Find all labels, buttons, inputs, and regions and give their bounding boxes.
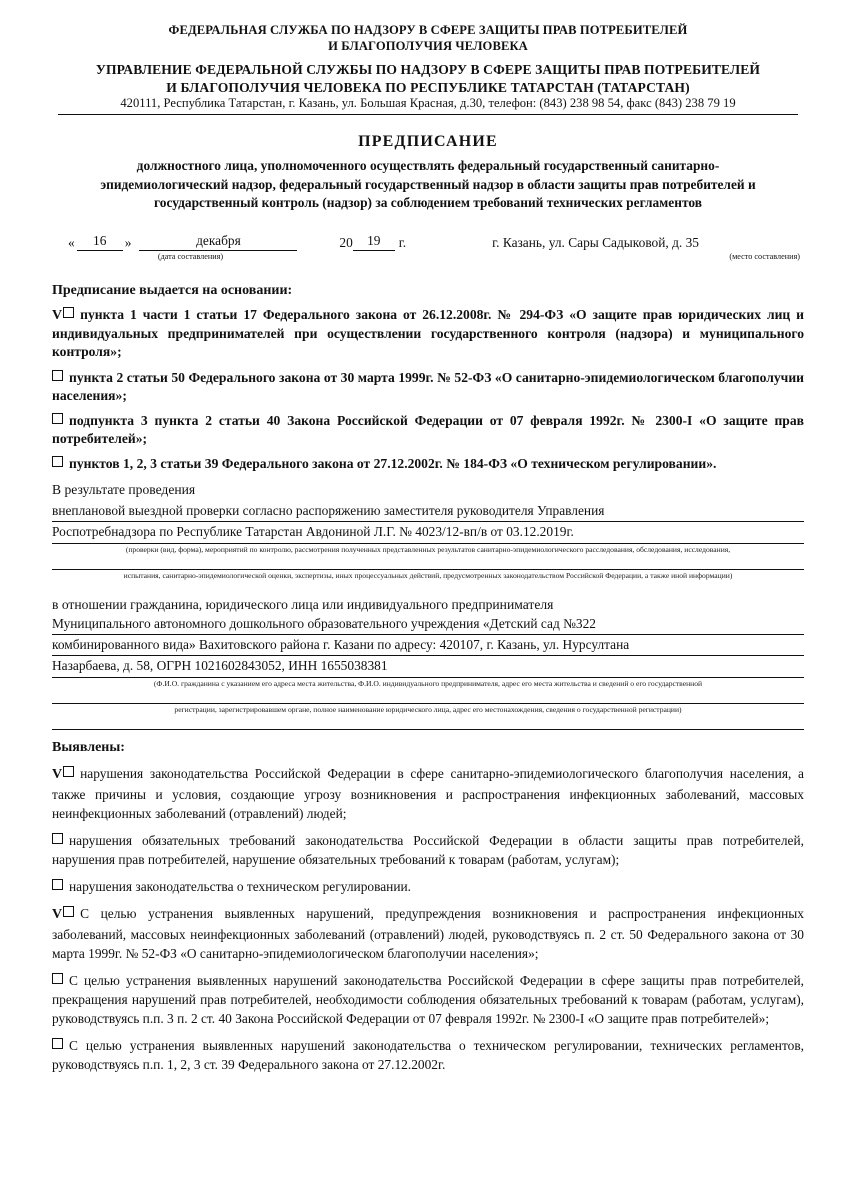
subject-lead: в отношении гражданина, юридического лица или индивидуального предпринимателя bbox=[52, 596, 554, 612]
place-caption: (место составления) bbox=[729, 251, 800, 261]
basis-item-1-text: пункта 1 части 1 статьи 17 Федерального закона от 26.12.2008г. № 294-ФЗ «О защите прав юридических лиц и индивидуальных предпринимателей при осуществлении государственного контроля (надзора) и муниципального контроля»; bbox=[52, 306, 804, 360]
header-org-line-3: УПРАВЛЕНИЕ ФЕДЕРАЛЬНОЙ СЛУЖБЫ ПО НАДЗОРУ В СФЕРЕ ЗАЩИТЫ ПРАВ ПОТРЕБИТЕЛЕЙ bbox=[95, 62, 761, 78]
findings-item-5-text: С целью устранения выявленных нарушений законодательства Российской Федерации в сфере защиты прав потребителей, прекращения нарушений прав потребителей, необходимости соблюдения обязательных требований к товарам (работам, услугам), руководствуясь п.п. 3 п. 2 ст. 40 Закона Российской Федерации от 07 февраля 1992г. № 2300-I «О защите прав потребителей»; bbox=[52, 972, 804, 1026]
year-suffix: г. bbox=[398, 234, 407, 250]
basis-item-1[interactable] bbox=[52, 306, 804, 362]
result-lead: В результате проведения bbox=[52, 481, 196, 497]
checkbox-icon[interactable] bbox=[52, 456, 63, 467]
checkbox-icon[interactable] bbox=[52, 413, 63, 424]
quote-open: « bbox=[68, 234, 75, 250]
date-place-row bbox=[52, 233, 804, 251]
checkbox-icon[interactable] bbox=[63, 766, 74, 777]
findings-item-1-text: нарушения законодательства Российской Федерации в сфере санитарно-эпидемиологического благополучия населения, а также причины и условия, создающие угрозу возникновения и распространения инфекционных заболеваний, массовых неинфекционных заболеваний (отравлений) людей; bbox=[52, 765, 804, 821]
result-caption-2: испытания, санитарно-эпидемиологической оценки, экспертизы, иных процессуальных действий, предусмотренных законодательством Российской Федерации, а также иной информации) bbox=[123, 571, 733, 581]
findings-item-5[interactable] bbox=[52, 971, 804, 1028]
result-line-2[interactable]: Роспотребнадзора по Республике Татарстан Авдониной Л.Г. № 4023/12-вп/в от 03.12.2019г. bbox=[52, 522, 804, 543]
checkbox-icon[interactable] bbox=[63, 906, 74, 917]
quote-close: » bbox=[124, 234, 132, 250]
basis-heading: Предписание выдается на основании: bbox=[52, 282, 293, 298]
findings-item-6[interactable] bbox=[52, 1036, 804, 1074]
month-field[interactable]: декабря bbox=[139, 233, 297, 251]
checkmark-icon: V bbox=[52, 766, 63, 782]
basis-item-2-text: пункта 2 статьи 50 Федерального закона от 30 марта 1999г. № 52-ФЗ «О санитарно-эпидемиологическом благополучии населения»; bbox=[52, 369, 804, 403]
result-line-1[interactable]: внеплановой выездной проверки согласно распоряжению заместителя руководителя Управления bbox=[52, 501, 804, 522]
findings-item-2-text: нарушения обязательных требований законодательства Российской Федерации в области защиты прав потребителей, нарушения прав потребителей, нарушение обязательных требований к товарам (работам, услугам); bbox=[52, 832, 804, 867]
subject-line-3[interactable]: Назарбаева, д. 58, ОГРН 1021602843052, ИНН 1655038381 bbox=[52, 656, 804, 677]
findings-item-4[interactable] bbox=[52, 904, 804, 963]
subject-blank-line[interactable] bbox=[52, 692, 804, 704]
basis-item-2[interactable] bbox=[52, 369, 804, 405]
checkbox-icon[interactable] bbox=[63, 307, 74, 318]
basis-item-3[interactable] bbox=[52, 412, 804, 448]
section-divider bbox=[52, 729, 804, 730]
year-prefix: 20 bbox=[339, 234, 353, 250]
findings-item-4-text: С целью устранения выявленных нарушений, предупреждения возникновения и распространения инфекционных заболеваний, массовых неинфекционных заболеваний (отравлений) людей, руководствуясь п. 2 ст. 50 Федерального закона от 30 марта 1999г. № 52-ФЗ «О санитарно-эпидемиологическом благополучии населения»; bbox=[52, 905, 804, 961]
checkmark-icon: V bbox=[52, 307, 63, 323]
page-title: ПРЕДПИСАНИЕ bbox=[358, 133, 498, 150]
findings-item-6-text: С целью устранения выявленных нарушений законодательства о техническом регулировании, технических регламентов, руководствуясь п.п. 1, 2, 3 ст. 39 Федерального закона от 27.12.2002г. bbox=[52, 1037, 804, 1072]
header-org-line-4: И БЛАГОПОЛУЧИЯ ЧЕЛОВЕКА ПО РЕСПУБЛИКЕ ТАТАРСТАН (ТАТАРСТАН) bbox=[166, 79, 690, 95]
document-header bbox=[52, 22, 804, 115]
checkbox-icon[interactable] bbox=[52, 1038, 63, 1049]
findings-item-3-text: нарушения законодательства о техническом регулировании. bbox=[69, 878, 412, 894]
date-place-captions bbox=[52, 252, 804, 261]
checkbox-icon[interactable] bbox=[52, 879, 63, 890]
document-subtitle: должностного лица, уполномоченного осуществлять федеральный государственный санитарно-эпидемиологический надзор, федеральный государственный надзор в области защиты прав потребителей и государственный контроль (надзор) за соблюдением требований технических регламентов bbox=[100, 158, 756, 210]
subject-caption-1: (Ф.И.О. гражданина с указанием его адреса места жительства, Ф.И.О. индивидуального предпринимателя, адрес его места жительства и сведений о его государственной bbox=[153, 678, 703, 688]
day-field[interactable]: 16 bbox=[77, 233, 123, 251]
subject-line-1[interactable]: Муниципального автономного дошкольного образовательного учреждения «Детский сад №322 bbox=[52, 614, 804, 635]
checkbox-icon[interactable] bbox=[52, 973, 63, 984]
place-field[interactable]: г. Казань, ул. Сары Садыковой, д. 35 bbox=[492, 234, 700, 250]
checkbox-icon[interactable] bbox=[52, 833, 63, 844]
header-org-line-1: ФЕДЕРАЛЬНАЯ СЛУЖБА ПО НАДЗОРУ В СФЕРЕ ЗАЩИТЫ ПРАВ ПОТРЕБИТЕЛЕЙ bbox=[168, 23, 688, 37]
basis-item-3-text: подпункта 3 пункта 2 статьи 40 Закона Российской Федерации от 07 февраля 1992г. № 2300-I «О защите прав потребителей»; bbox=[52, 413, 804, 447]
checkmark-icon: V bbox=[52, 906, 63, 922]
result-caption-1: (проверки (вид, форма), мероприятий по контролю, рассмотрения полученных представленных результатов санитарно-эпидемиологического расследования, обследования, исследования, bbox=[125, 544, 731, 554]
basis-item-4[interactable] bbox=[52, 455, 804, 473]
subject-caption-2: регистрации, зарегистрировавшем органе, полное наименование юридического лица, адрес его местонахождения, сведения о государственной регистрации) bbox=[174, 705, 682, 715]
subject-line-2[interactable]: комбинированного вида» Вахитовского района г. Казани по адресу: 420107, г. Казань, ул. Нурсултана bbox=[52, 635, 804, 656]
findings-item-2[interactable] bbox=[52, 831, 804, 869]
findings-item-1[interactable] bbox=[52, 764, 804, 823]
year-field[interactable]: 19 bbox=[353, 233, 395, 251]
findings-item-3[interactable] bbox=[52, 877, 804, 896]
result-blank-line[interactable] bbox=[52, 558, 804, 570]
findings-heading: Выявлены: bbox=[52, 739, 125, 755]
basis-item-4-text: пунктов 1, 2, 3 статьи 39 Федерального закона от 27.12.2002г. № 184-ФЗ «О техническом регулировании». bbox=[69, 456, 717, 472]
header-address: 420111, Республика Татарстан, г. Казань, ул. Большая Красная, д.30, телефон: (843) 238 98 54, факс (843) 238 79 19 bbox=[58, 96, 798, 115]
date-caption: (дата составления) bbox=[157, 251, 224, 261]
header-org-line-2: И БЛАГОПОЛУЧИЯ ЧЕЛОВЕКА bbox=[328, 39, 528, 54]
checkbox-icon[interactable] bbox=[52, 370, 63, 381]
